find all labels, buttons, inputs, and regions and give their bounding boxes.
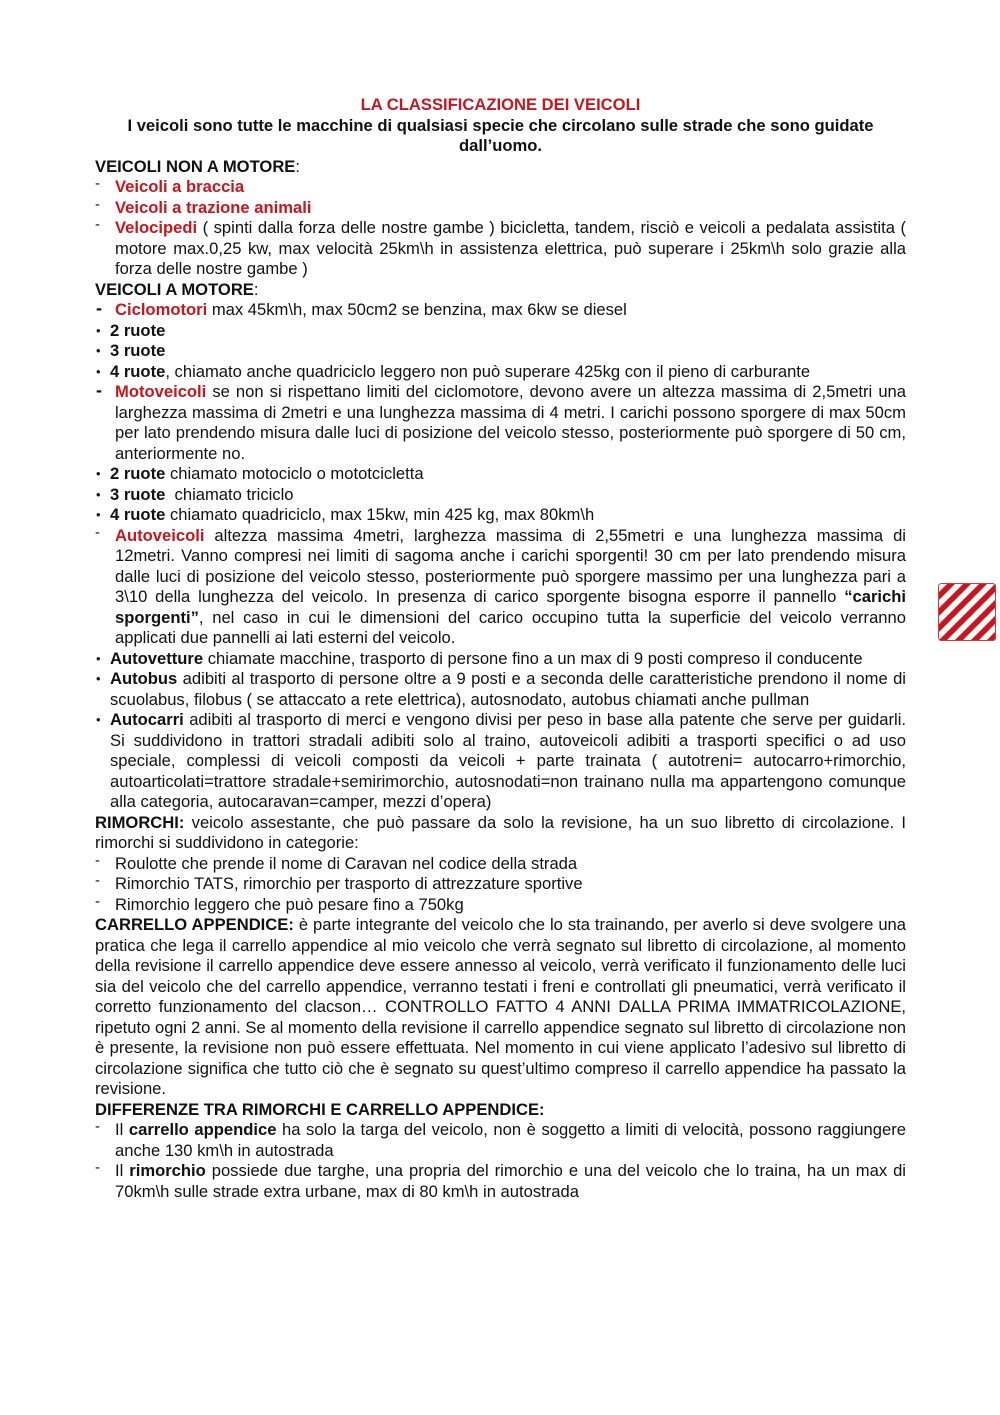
bullet-marker: • [96, 650, 101, 666]
item-term: Autovetture [110, 648, 204, 668]
item-text: ha solo la targa del veicolo, non è soggetto a limiti di velocità, possono raggiungere anche 130 km\h in autostrada [115, 1120, 906, 1160]
item-term: Autoveicoli [115, 525, 205, 545]
bullet-marker: • [96, 507, 101, 522]
item-text: chiamate macchine, trasporto di persone fino a un max di 9 posti compreso il conducente [203, 648, 863, 668]
document-title: LA CLASSIFICAZIONE DEI VEICOLI [360, 95, 641, 114]
item-text: chiamato quadriciclo, max 15kw, min 425 kg, max 80km\h [165, 505, 595, 524]
list-item-moto-4-ruote [95, 505, 906, 526]
item-term: Veicoli a braccia [115, 177, 245, 196]
heading-text: VEICOLI A MOTORE [95, 279, 254, 299]
item-term: 3 ruote [110, 341, 166, 360]
list-item-moto-3-ruote [95, 485, 906, 506]
bullet-marker: • [96, 322, 101, 338]
item-term: Autobus [110, 669, 178, 688]
section-heading-rimorchi: RIMORCHI: [95, 812, 185, 832]
list-item-ciclo-3-ruote [95, 341, 906, 362]
bullet-marker: • [96, 343, 101, 358]
dash-marker: - [96, 380, 102, 400]
item-term: 3 ruote [110, 484, 166, 504]
dash-marker: - [95, 851, 100, 869]
item-text: Rimorchio leggero che può pesare fino a 750kg [115, 894, 464, 914]
dash-marker: - [95, 892, 100, 910]
bullet-marker: • [96, 363, 101, 379]
item-term: carrello appendice [128, 1120, 277, 1139]
dash-marker: - [95, 523, 100, 541]
section-heading-motore [95, 280, 906, 301]
item-text: max 45km\h, max 50cm2 se benzina, max 6kw se diesel [207, 300, 627, 319]
dash-marker: - [95, 872, 100, 889]
item-term: 2 ruote [110, 464, 166, 483]
dash-marker: - [95, 175, 100, 192]
list-item-trazione-animali [95, 195, 906, 219]
list-item-carrello-appendice [95, 1120, 906, 1161]
list-item-moto-2-ruote [95, 464, 906, 485]
item-text: adibiti al trasporto di persone oltre a 9 posti e a seconda delle caratteristiche prendono il nome di scuolabus, filobus ( se attaccato a rete elettrica), autosnodato, autobus chiamati anche pullman [110, 669, 906, 709]
item-term: Velocipedi [115, 218, 198, 237]
intro-paragraph: I veicoli sono tutte le macchine di qualsiasi specie che circolano sulle strade che sono guidate dall’uomo. [127, 115, 874, 155]
item-term: 2 ruote [110, 320, 166, 340]
list-item-rimorchio-tats [95, 874, 906, 895]
item-term: rimorchio [129, 1161, 206, 1180]
item-text: , chiamato anche quadriciclo leggero non può superare 425kg con il pieno di carburante [165, 361, 811, 381]
bullet-marker: • [96, 466, 101, 481]
document-body [95, 95, 906, 1202]
item-text: ( spinti dalla forza delle nostre gambe ) bicicletta, tandem, risciò e veicoli a pedalata assistita ( motore max.0,25 kw, max velocità 25km\h in assistenza elettrica, può superare i 25km\h solo grazie alla forza delle nostre gambe ) [115, 218, 906, 278]
dash-marker: - [96, 298, 102, 318]
item-term: Motoveicoli [115, 382, 207, 401]
item-text: se non si rispettano limiti del ciclomotore, devono avere un altezza massima di 2,5metri una larghezza massima di 2metri e una lunghezza massima di 4 metri. I carichi possono sporgere di max 50cm per lato prendendo misura dalle luci di posizione del veicolo stesso, posteriormente può sporgere di 50 cm, anteriormente no. [115, 382, 906, 463]
item-text: adibiti al trasporto di merci e vengono divisi per peso in base alla patente che serve per guidarli. Si suddividono in trattori stradali adibiti solo al traino, autoveicoli adibiti a trasporti specifici o ad uso speciale, complessi di veicoli composti da veicoli + parte trainata ( autotreni= autocarro+rimorchio, autoarticolati=trattore stradale+semirimorchio, autosnodati=non trainano nulla ma appartengono comunque alla categoria, autocaravan=camper, mezzi d’opera) [110, 710, 906, 811]
list-item-roulotte [95, 851, 906, 875]
item-text-continued: , nel caso in cui le dimensioni del carico occupino tutta la superficie del veicolo verranno applicati due pannelli ai lati esterni del veicolo. [115, 607, 906, 647]
item-term: Autocarri [110, 710, 184, 729]
carichi-sporgenti-panel-icon [938, 583, 996, 641]
striped-panel-graphic [938, 583, 996, 641]
item-term: Ciclomotori [115, 300, 208, 319]
paragraph-text: è parte integrante del veicolo che lo sta trainando, per averlo si deve svolgere una pratica che lega il carrello appendice al mio veicolo che verrà segnato sul libretto di circolazione, al momento della revisione il carrello appendice deve essere annesso al veicolo, verrà verificato il funzionamento delle luci sia del veicolo che del carrello appendice, verranno testati i freni e controllati gli pneumatici, verrà verificato il corretto funzionamento del clacson… CONTROLLO FATTO 4 ANNI DALLA PRIMA IMMATRICOLAZIONE, ripetuto ogni 2 anni. Se al momento della revisione il carrello appendice segnato sul libretto di circolazione non è presente, la revisione non può essere effettuata. Nel momento in cui viene applicato l’adesivo sul libretto di circolazione significa che tutto ciò che è segnato su quest’ultimo compreso il carrello appendice ha passato la revisione. [95, 915, 906, 1098]
dash-marker: - [95, 216, 100, 233]
list-item-rimorchio-leggero [95, 892, 906, 916]
dash-marker: - [95, 1159, 100, 1176]
item-text: altezza massima 4metri, larghezza massima di 2,55metri e una lunghezza massima di 12metri. Vanno compresi nei limiti di sagoma anche i carichi sporgenti! 30 cm per lato prendendo misura dalle luci di posizione del veicolo stesso, posteriormente può sporgere massimo per una lunghezza pari a 3\10 della lunghezza del veicolo. In presenza di carico sporgente bisogna esporre il pannello [115, 525, 906, 606]
item-text: chiamato motociclo o mototcicletta [165, 464, 424, 483]
list-item-ciclomotori [95, 300, 906, 321]
item-text: chiamato triciclo [165, 484, 294, 504]
item-strong: “carichi sporgenti” [115, 587, 906, 627]
list-item-velocipedi [95, 218, 906, 280]
list-item-ciclo-2-ruote [95, 321, 906, 342]
heading-colon: : [295, 156, 300, 176]
list-item-autoveicoli [95, 523, 906, 649]
heading-colon: : [253, 279, 259, 299]
list-item-veicoli-a-braccia [95, 177, 906, 198]
bullet-marker: • [96, 486, 101, 502]
item-prefix: Il [115, 1120, 129, 1139]
bullet-marker: • [96, 671, 101, 686]
carrello-paragraph [95, 915, 906, 1100]
item-prefix: Il [115, 1161, 130, 1180]
list-item-autobus [95, 669, 906, 710]
paragraph-text: veicolo assestante, che può passare da solo la revisione, ha un suo libretto di circolazione. I rimorchi si suddividono in categorie: [95, 812, 906, 852]
list-item-ciclo-4-ruote [95, 362, 906, 383]
rimorchi-paragraph [95, 813, 906, 854]
item-text: possiede due targhe, una propria del rimorchio e una del veicolo che lo traina, ha un max di 70km\h sulle strade extra urbane, max di 80 km\h in autostrada [115, 1161, 906, 1201]
list-item-autovetture [95, 649, 906, 670]
section-heading-differenze: DIFFERENZE TRA RIMORCHI E CARRELLO APPENDICE: [95, 1099, 545, 1119]
dash-marker: - [95, 1118, 100, 1135]
list-item-autocarri [95, 710, 906, 813]
list-item-motoveicoli [95, 382, 906, 464]
item-term: 4 ruote [110, 505, 166, 524]
item-text: Rimorchio TATS, rimorchio per trasporto di attrezzature sportive [115, 874, 583, 893]
dash-marker: - [95, 195, 100, 213]
item-term: Veicoli a trazione animali [115, 197, 312, 217]
section-heading-carrello: CARRELLO APPENDICE: [95, 915, 294, 934]
heading-text: VEICOLI NON A MOTORE [95, 156, 296, 176]
section-heading-non-motore [95, 157, 906, 178]
list-item-rimorchio [95, 1161, 906, 1202]
bullet-marker: • [96, 712, 101, 727]
item-term: 4 ruote [110, 361, 166, 381]
item-text: Roulotte che prende il nome di Caravan nel codice della strada [115, 853, 578, 873]
